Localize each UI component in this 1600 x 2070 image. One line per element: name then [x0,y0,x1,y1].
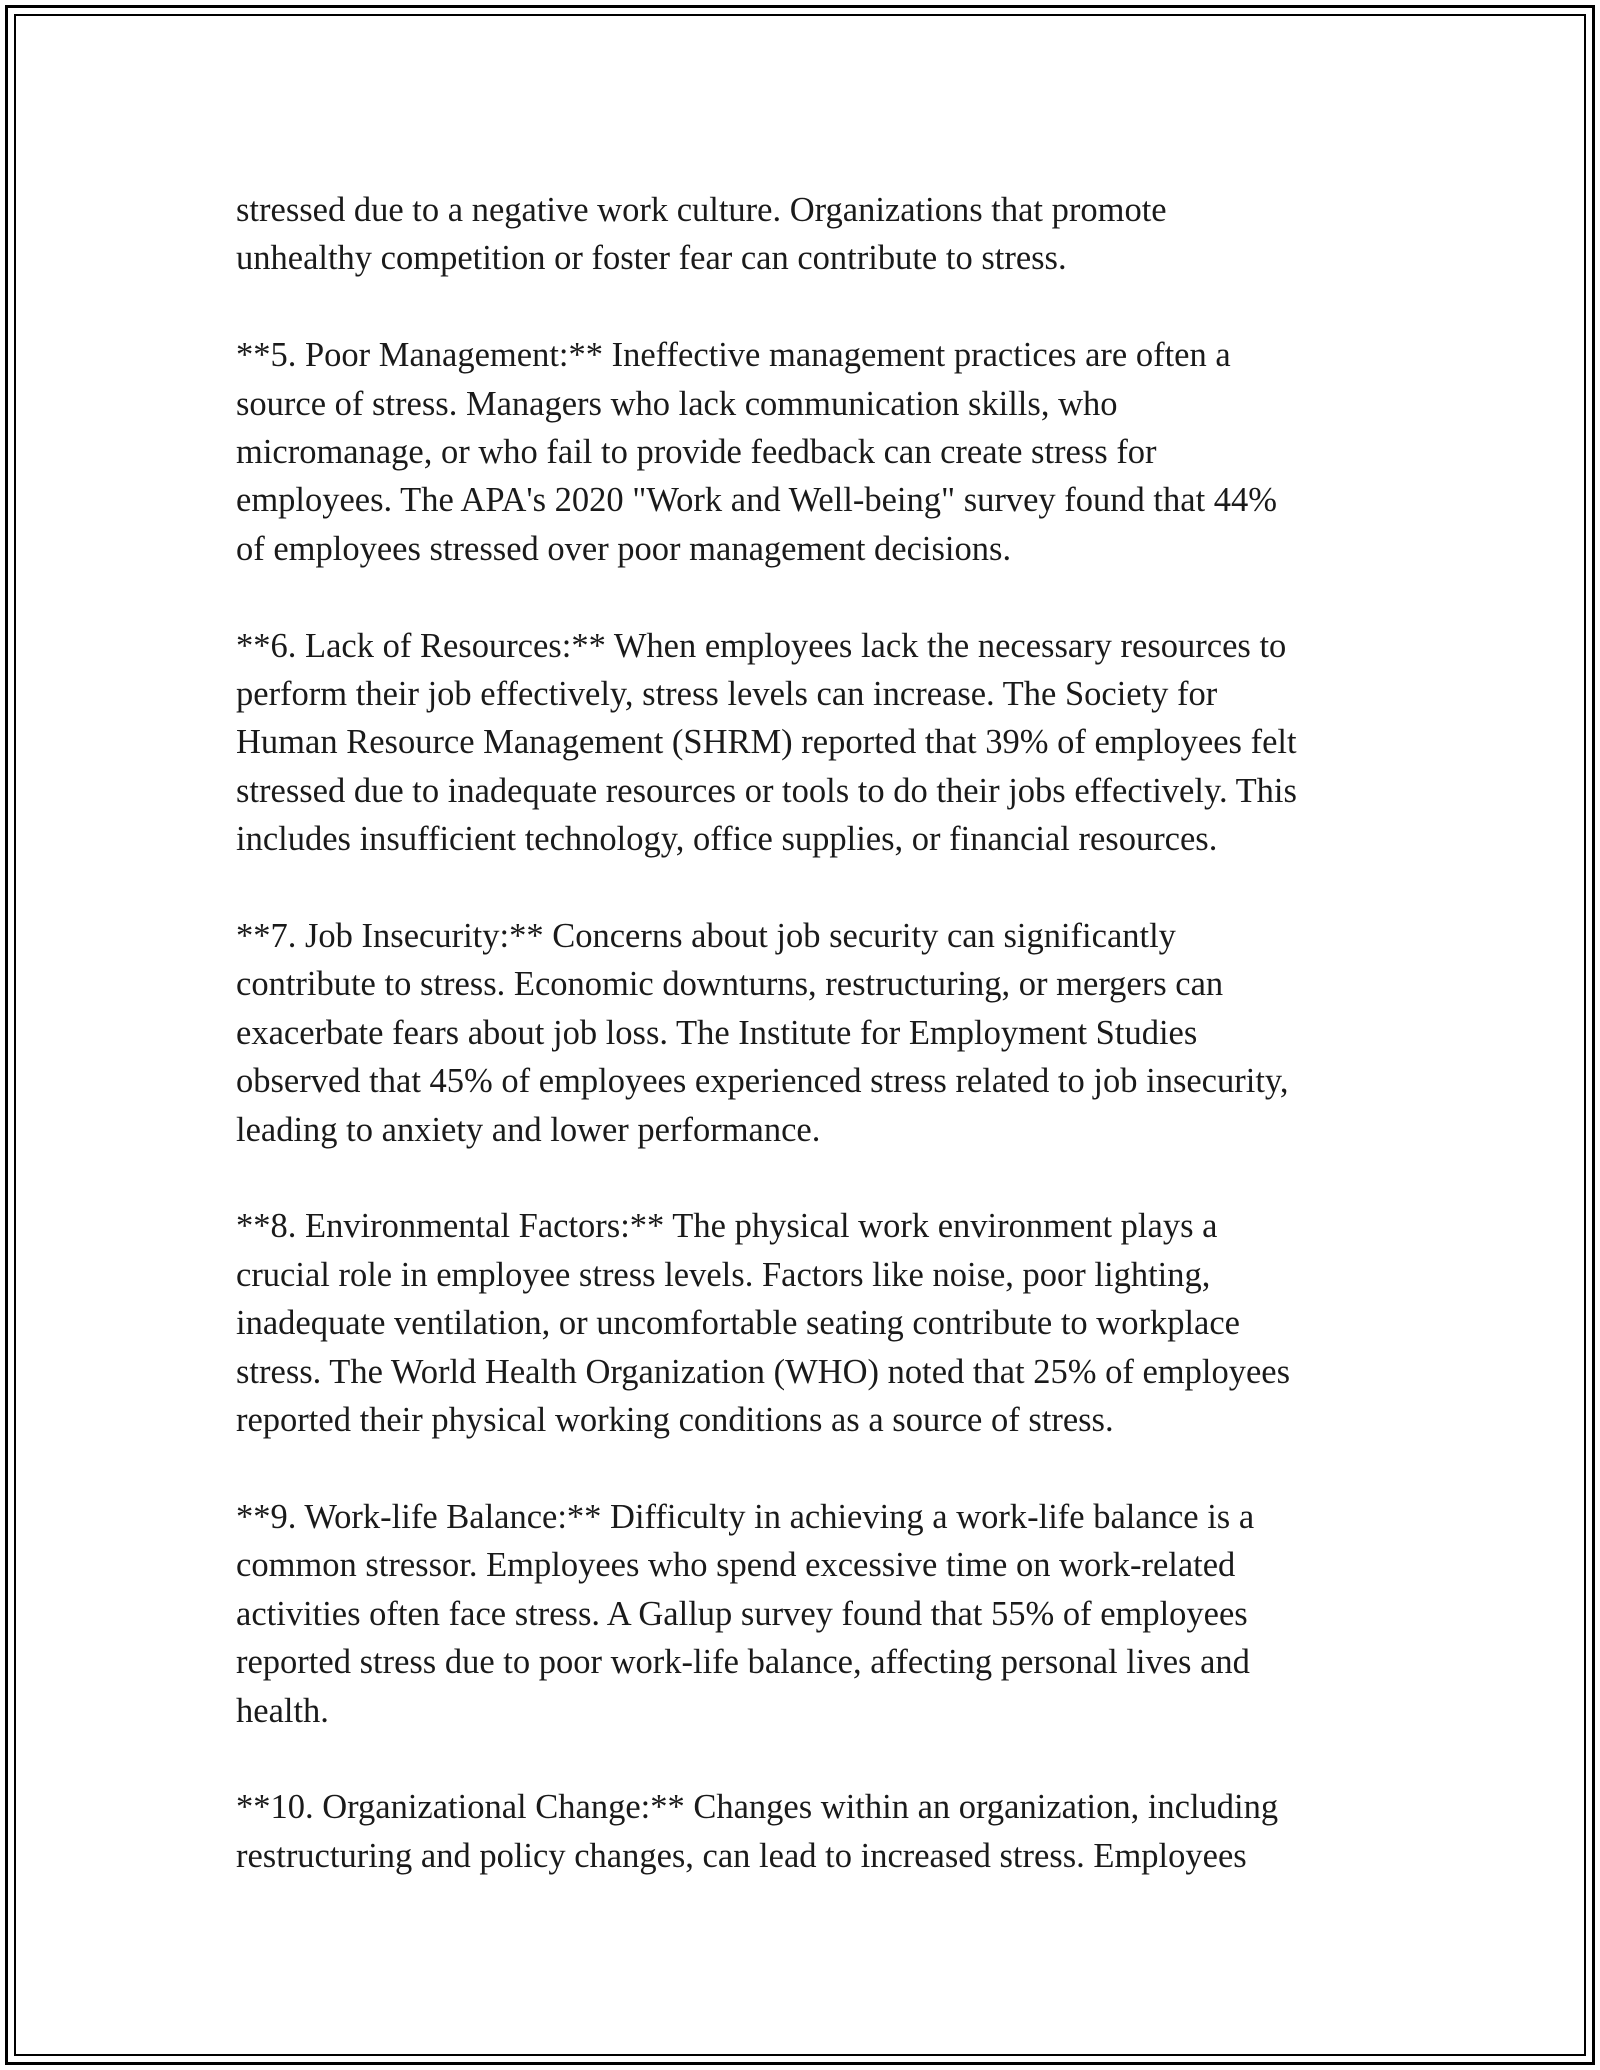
text-line: perform their job effectively, stress levels can increase. The Society for [236,675,1218,714]
text-line: health. [236,1691,329,1730]
text-line: of employees stressed over poor management decisions. [236,529,1012,568]
text-line: exacerbate fears about job loss. The Institute for Employment Studies [236,1013,1198,1052]
text-line: leading to anxiety and lower performance. [236,1110,821,1149]
text-line: observed that 45% of employees experienced stress related to job insecurity, [236,1062,1289,1101]
text-line: unhealthy competition or foster fear can contribute to stress. [236,239,1067,278]
text-line: stressed due to a negative work culture. Organizations that promote [236,191,1167,229]
text-line: **10. Organizational Change:** Changes within an organization, including [236,1788,1279,1827]
text-line: inadequate ventilation, or uncomfortable seating contribute to workplace [236,1304,1240,1343]
paragraph-poor-management [236,331,1386,573]
text-line: contribute to stress. Economic downturns, restructuring, or mergers can [236,965,1224,1004]
text-line: reported their physical working conditions as a source of stress. [236,1401,1114,1440]
text-line: common stressor. Employees who spend excessive time on work-related [236,1546,1236,1585]
paragraph-organizational-change [236,1783,1386,1880]
text-line: **5. Poor Management:** Ineffective management practices are often a [236,336,1231,375]
text-line: **8. Environmental Factors:** The physical work environment plays a [236,1207,1218,1246]
text-line: employees. The APA's 2020 "Work and Well-being" survey found that 44% [236,481,1278,520]
text-line: **9. Work-life Balance:** Difficulty in achieving a work-life balance is a [236,1497,1255,1536]
text-line: source of stress. Managers who lack communication skills, who [236,384,1118,423]
text-line: stress. The World Health Organization (WHO) noted that 25% of employees [236,1352,1291,1391]
document-body [236,186,1386,1929]
paragraph-work-culture [236,186,1386,283]
text-line: **7. Job Insecurity:** Concerns about job security can significantly [236,917,1176,956]
text-line: **6. Lack of Resources:** When employees lack the necessary resources to [236,626,1287,665]
text-line: reported stress due to poor work-life balance, affecting personal lives and [236,1643,1250,1682]
text-line: crucial role in employee stress levels. Factors like noise, poor lighting, [236,1255,1211,1294]
paragraph-job-insecurity [236,912,1386,1154]
text-line: stressed due to inadequate resources or tools to do their jobs effectively. This [236,771,1297,810]
text-line: Human Resource Management (SHRM) reported that 39% of employees felt [236,723,1297,762]
text-line: restructuring and policy changes, can lead to increased stress. Employees [236,1836,1247,1875]
text-line: includes insufficient technology, office supplies, or financial resources. [236,820,1218,859]
text-line: micromanage, or who fail to provide feedback can create stress for [236,433,1157,472]
paragraph-work-life-balance [236,1493,1386,1735]
text-line: activities often face stress. A Gallup survey found that 55% of employees [236,1594,1248,1633]
paragraph-lack-of-resources [236,622,1386,864]
paragraph-environmental-factors [236,1202,1386,1444]
